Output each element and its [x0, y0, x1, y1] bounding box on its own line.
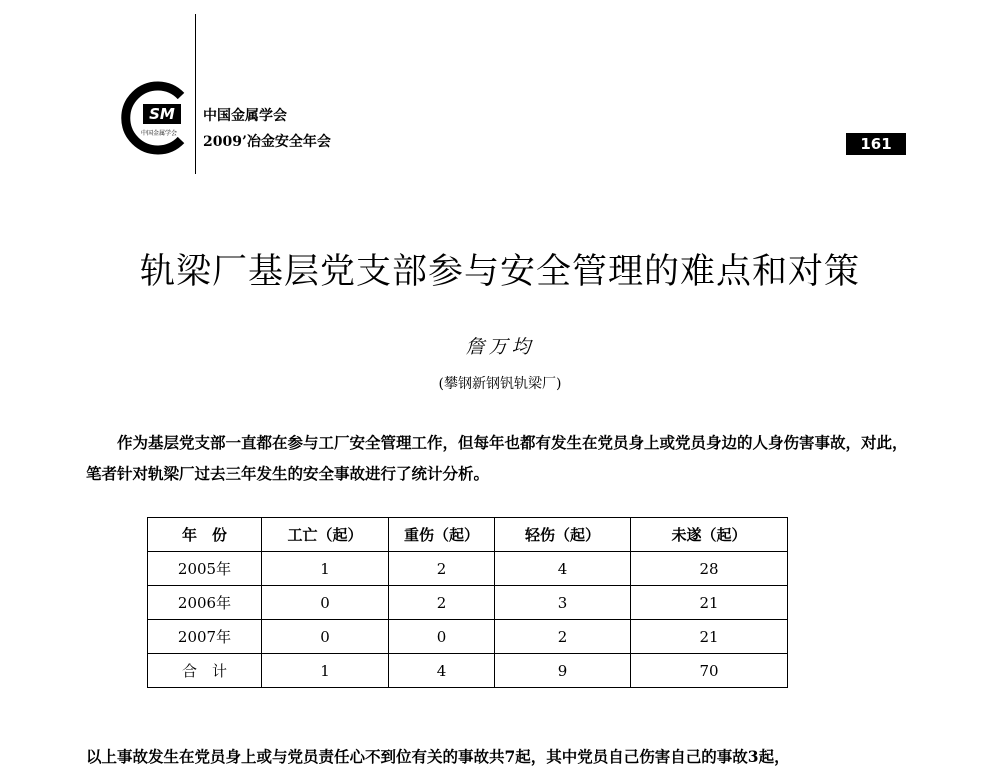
- header-cell-year: 年 份: [148, 518, 262, 552]
- table-cell: 0: [262, 620, 389, 654]
- table-cell: 1: [262, 552, 389, 586]
- followup-paragraph: 以上事故发生在党员身上或与党员责任心不到位有关的事故共7起，其中党员自己伤害自己的事故3起，: [86, 747, 790, 766]
- table-cell: 2005年: [148, 552, 262, 586]
- table-cell: 1: [262, 654, 389, 688]
- author-affiliation: (攀钢新钢钒轨梁厂): [438, 376, 562, 392]
- table-cell: 2: [389, 552, 495, 586]
- table-header-row: [148, 518, 788, 552]
- table-row: [148, 552, 788, 586]
- logo-text: SM: [149, 105, 175, 123]
- table-cell: 70: [631, 654, 788, 688]
- table-total-row: [148, 654, 788, 688]
- header-cell-minor: 轻伤（起）: [495, 518, 631, 552]
- table-cell: 21: [631, 586, 788, 620]
- table-cell: 合 计: [148, 654, 262, 688]
- table-cell: 28: [631, 552, 788, 586]
- table-cell: 21: [631, 620, 788, 654]
- table-cell: 2: [495, 620, 631, 654]
- header-cell-near-miss: 未遂（起）: [631, 518, 788, 552]
- table-cell: 2006年: [148, 586, 262, 620]
- table-cell: 0: [262, 586, 389, 620]
- table-row: [148, 620, 788, 654]
- header-conference: 2009’冶金安全年会: [203, 134, 331, 150]
- table-cell: 0: [389, 620, 495, 654]
- table-cell: 3: [495, 586, 631, 620]
- header-divider: [195, 14, 196, 174]
- header-cell-serious: 重伤（起）: [389, 518, 495, 552]
- running-header: [203, 103, 331, 155]
- header-cell-fatal: 工亡（起）: [262, 518, 389, 552]
- table-cell: 2007年: [148, 620, 262, 654]
- header-org: 中国金属学会: [203, 108, 287, 124]
- society-logo-icon: [115, 78, 195, 158]
- table-cell: 4: [389, 654, 495, 688]
- author-name: 詹万均: [465, 336, 535, 358]
- page-number: 161: [846, 133, 906, 155]
- table-row: [148, 586, 788, 620]
- intro-paragraph: 作为基层党支部一直都在参与工厂安全管理工作，但每年也都有发生在党员身上或党员身边的人身伤害事故，对此，笔者针对轨梁厂过去三年发生的安全事故进行了统计分析。: [86, 433, 908, 483]
- table-cell: 9: [495, 654, 631, 688]
- logo-subtext: 中国金属学会: [140, 130, 178, 137]
- paper-title: 轨梁厂基层党支部参与安全管理的难点和对策: [139, 252, 860, 292]
- table-cell: 2: [389, 586, 495, 620]
- table-cell: 4: [495, 552, 631, 586]
- accident-statistics-table: [147, 517, 788, 688]
